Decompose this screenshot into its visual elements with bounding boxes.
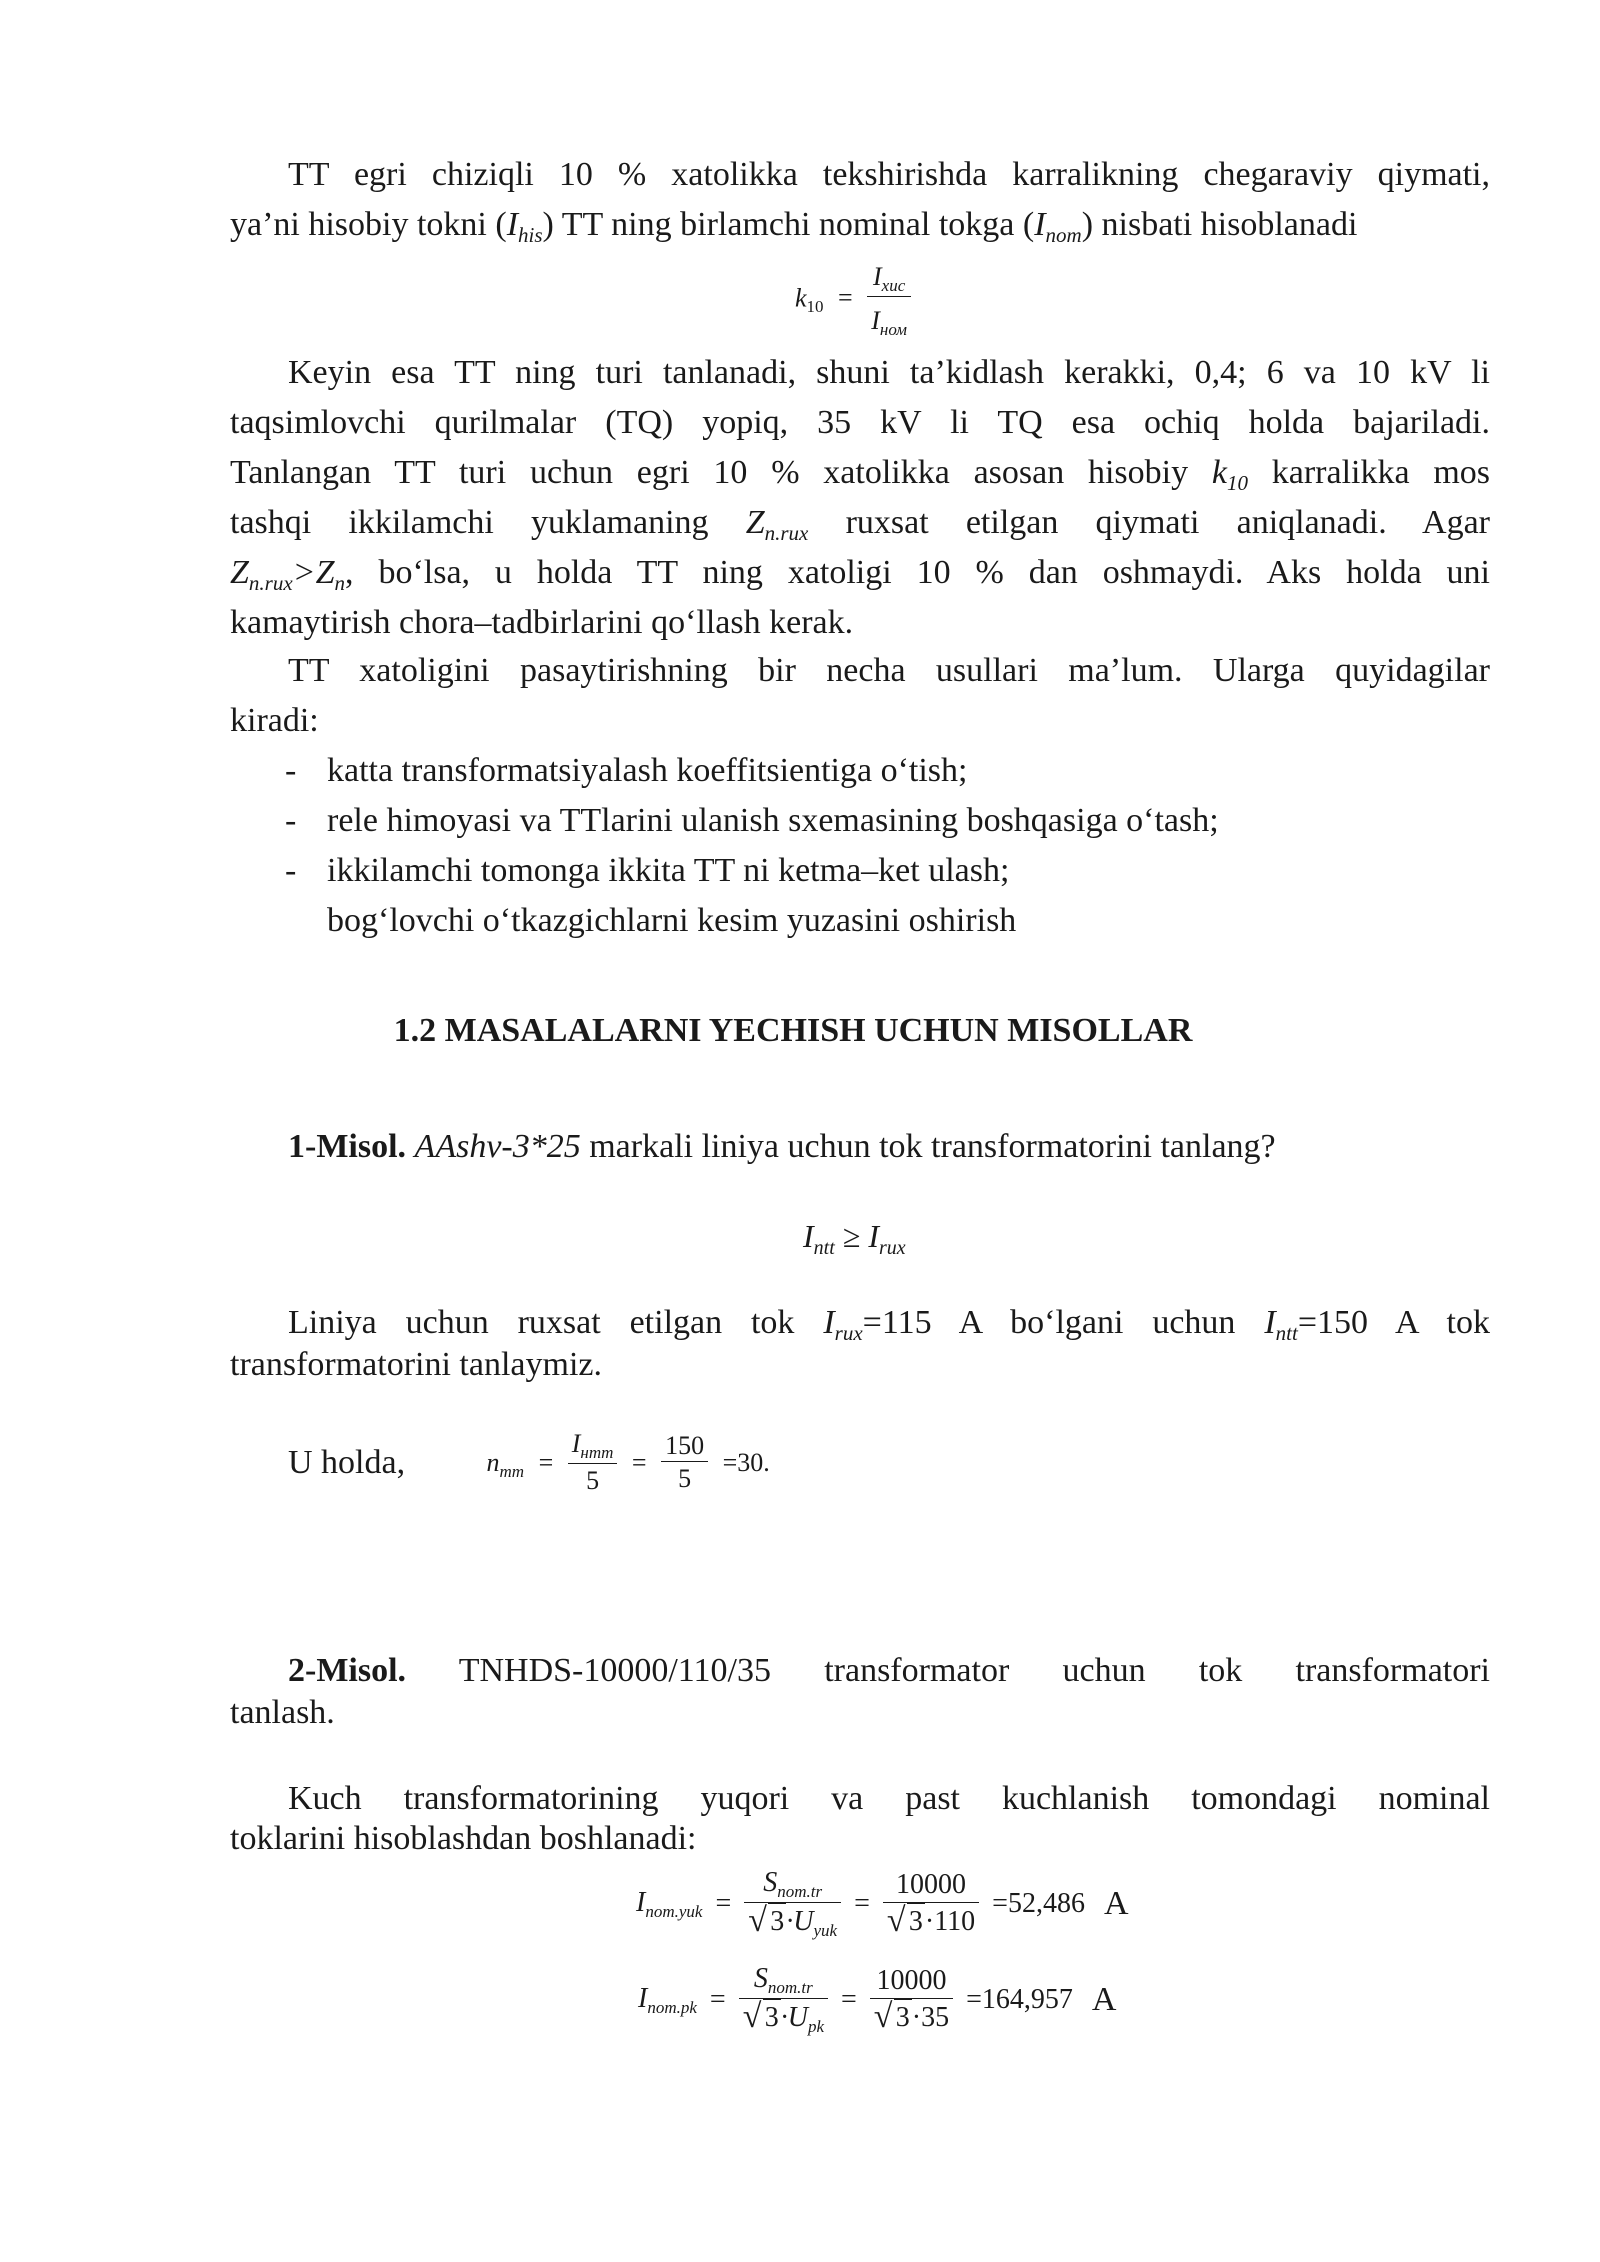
paragraph-line: toklarini hisoblashdan boshlanadi: [230, 1820, 697, 1857]
subscript: rux [879, 1237, 906, 1259]
text-segment: ruxsat etilgan qiymati aniqlanadi. Agar [845, 504, 1490, 541]
greater-than: > [292, 554, 316, 591]
paragraph-line: Kuch transformatorining yuqori va past kuchlanish tomondagi nominal [288, 1780, 1490, 1817]
subscript: n [334, 571, 346, 595]
text-u-holda: U holda, [288, 1444, 406, 1482]
numerator: S [763, 1867, 778, 1898]
numerator-subscript: nom.tr [777, 1882, 823, 1901]
numerator: I [571, 1429, 581, 1458]
equals-sign: = [840, 1984, 857, 2016]
subscript: ntt [813, 1237, 835, 1259]
subscript: ntt [1275, 1321, 1298, 1345]
symbol-k: k [1211, 454, 1227, 491]
symbol-n: n [486, 1448, 500, 1478]
formula-condition [803, 1218, 906, 1259]
fraction [661, 1430, 708, 1496]
paragraph-line: kamaytirish chora–tadbirlarini qo‘llash kerak. [230, 604, 854, 641]
formula-nominal-current-low [638, 1962, 1116, 2038]
text-segment: markali liniya uchun tok transformatorini tanlang? [580, 1128, 1276, 1165]
paragraph-type-selection [230, 348, 1490, 648]
symbol-i: I [1264, 1304, 1276, 1341]
example-2-paragraph [230, 1774, 1490, 1864]
symbol-i: I [1034, 206, 1046, 243]
radicand: 3 [894, 1999, 912, 2036]
list-item-continuation [285, 896, 1485, 946]
symbol-z: Z [745, 504, 765, 541]
denominator-subscript: pk [807, 2017, 824, 2037]
text-segment: ya’ni hisobiy tokni ( [230, 206, 507, 243]
text-segment: ) TT ning birlamchi nominal tokga ( [542, 206, 1035, 243]
example-label: 1-Misol. [288, 1128, 407, 1165]
text-segment: tashqi ikkilamchi yuklamaning [230, 504, 709, 541]
numerator-subscript: хис [881, 276, 906, 295]
radicand: 3 [763, 1999, 781, 2036]
cable-mark: AAshv-3*25 [414, 1128, 581, 1165]
result: =52,486 [992, 1888, 1085, 1920]
methods-list [285, 746, 1485, 946]
paragraph-line [230, 548, 1490, 598]
example-2 [230, 1646, 1490, 1738]
result: =164,957 [966, 1984, 1073, 2016]
example-1-selection [230, 1298, 1490, 1390]
result: =30 [722, 1448, 764, 1478]
sqrt [748, 1903, 786, 1940]
subscript: rux [834, 1321, 863, 1345]
equals-sign: = [709, 1984, 726, 2016]
fraction [568, 1428, 618, 1498]
dash-bullet: - [285, 752, 297, 789]
numerator-subscript: nom.tr [767, 1978, 813, 1997]
equals-sign: = [631, 1448, 647, 1478]
radicand: 3 [768, 1903, 786, 1940]
denominator-term: ·U [780, 2002, 808, 2034]
fraction [744, 1866, 841, 1942]
paragraph-line: taqsimlovchi qurilmalar (TQ) yopiq, 35 kV li TQ esa ochiq holda bajariladi. [230, 404, 1490, 441]
formula-ratio [288, 1428, 770, 1498]
formula-k10 [795, 255, 911, 342]
list-item [285, 746, 1485, 796]
formula-symbol: k [795, 283, 807, 313]
list-item [285, 796, 1485, 846]
list-item-text: rele himoyasi va TTlarini ulanish sxemasining boshqasiga o‘tash; [327, 802, 1219, 839]
text-segment: ) nisbati hisoblanadi [1081, 206, 1358, 243]
fraction [867, 255, 911, 342]
fraction [739, 1962, 828, 2038]
denominator-term: ·35 [911, 2001, 950, 2033]
example-1 [230, 1122, 1490, 1172]
symbol-i: I [823, 1304, 835, 1341]
unit: A [1103, 1885, 1129, 1923]
text-segment: =115 A bo‘lgani uchun [862, 1304, 1236, 1341]
paragraph-line [230, 498, 1490, 548]
radicand: 3 [907, 1903, 925, 1940]
symbol-i: I [803, 1218, 814, 1254]
example-2-statement [230, 1646, 1490, 1696]
numerator: 10000 [883, 1868, 979, 1903]
text-segment: =150 A tok [1297, 1304, 1490, 1341]
section-heading: 1.2 MASALALARNI YECHISH UCHUN MISOLLAR [393, 1012, 1193, 1049]
formula-nominal-current-high [636, 1866, 1129, 1942]
list-item-text: bog‘lovchi o‘tkazgichlarni kesim yuzasini oshirish [327, 902, 1017, 939]
text-segment: , bo‘lsa, u holda TT ning xatoligi 10 % dan oshmaydi. Aks holda uni [345, 554, 1490, 591]
subscript: n.rux [248, 571, 293, 595]
example-1-statement [230, 1122, 1490, 1172]
numerator: 150 [661, 1430, 708, 1462]
fraction [870, 1964, 953, 2036]
text-segment: Tanlangan TT turi uchun egri 10 % xatolikka asosan hisobiy [230, 454, 1189, 491]
paragraph-methods [230, 646, 1490, 746]
denominator-term: ·110 [924, 1905, 976, 1937]
paragraph-line: Keyin esa TT ning turi tanlanadi, shuni ta’kidlash kerakki, 0,4; 6 va 10 kV li [288, 354, 1490, 391]
subscript: nom [1045, 223, 1082, 247]
denominator-term: ·U [786, 1906, 814, 1938]
paragraph-line: tanlash. [230, 1694, 335, 1731]
paragraph-line: kiradi: [230, 702, 319, 739]
subscript: his [518, 223, 543, 247]
example-label: 2-Misol. [288, 1652, 407, 1689]
paragraph-line: transformatorini tanlaymiz. [230, 1346, 602, 1383]
equals-sign: = [715, 1888, 732, 1920]
numerator: I [872, 262, 882, 291]
formula-subscript: 10 [806, 297, 824, 317]
list-item [285, 846, 1485, 896]
denominator-subscript: ном [879, 320, 908, 340]
subscript: 10 [1226, 471, 1248, 495]
sqrt [743, 1999, 781, 2036]
unit: A [1091, 1981, 1117, 2019]
period: . [763, 1448, 770, 1478]
subscript: тт [499, 1461, 525, 1481]
subscript: nom.pk [647, 1997, 697, 2017]
sqrt [887, 1903, 925, 1940]
text-segment: TNHDS-10000/110/35 transformator uchun tok transformatori [458, 1652, 1491, 1689]
list-item-text: katta transformatsiyalash koeffitsientiga o‘tish; [327, 752, 968, 789]
operator-ge: ≥ [834, 1218, 869, 1254]
text-segment: Liniya uchun ruxsat etilgan tok [288, 1304, 795, 1341]
equals-sign: = [838, 283, 853, 313]
subscript: nom.yuk [645, 1901, 703, 1921]
numerator: 10000 [870, 1964, 953, 1999]
dash-bullet: - [285, 852, 297, 889]
symbol-i: I [636, 1886, 646, 1918]
symbol-i: I [506, 206, 519, 243]
paragraph-line: TT xatoligini pasaytirishning bir necha usullari ma’lum. Ularga quyidagilar [288, 652, 1490, 689]
sqrt [874, 1999, 912, 2036]
paragraph-intro [230, 150, 1490, 250]
dash-bullet: - [285, 802, 297, 839]
paragraph-intro-line-2 [230, 200, 1490, 250]
symbol-z: Z [315, 554, 335, 591]
numerator: S [753, 1963, 768, 1994]
numerator-subscript: нтт [580, 1443, 614, 1462]
paragraph-intro-line-1: TT egri chiziqli 10 % xatolikka tekshirishda karralikning chegaraviy qiymati, [288, 156, 1490, 193]
denominator: I [871, 306, 880, 336]
symbol-i: I [868, 1218, 879, 1254]
paragraph-line [230, 448, 1490, 498]
symbol-i: I [638, 1982, 648, 2014]
denominator: 5 [678, 1464, 692, 1494]
text-segment: karralikka mos [1271, 454, 1491, 491]
subscript: n.rux [764, 521, 809, 545]
equals-sign: = [854, 1888, 870, 1920]
denominator: 5 [586, 1466, 600, 1496]
equals-sign: = [538, 1448, 554, 1478]
denominator-subscript: yuk [813, 1921, 838, 1941]
fraction [883, 1868, 979, 1940]
symbol-z: Z [230, 554, 249, 591]
list-item-text: ikkilamchi tomonga ikkita TT ni ketma–ket ulash; [327, 852, 1010, 889]
